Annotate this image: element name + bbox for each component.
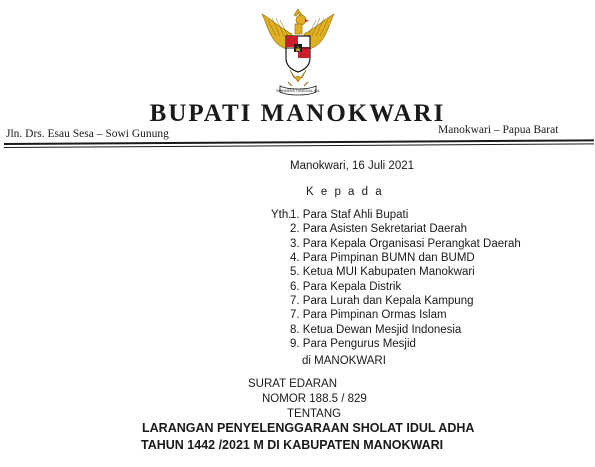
address-right: Manokwari – Papua Barat [438,124,559,136]
list-item: 6. Para Kepala Distrik [290,281,402,293]
list-item: 4. Para Pimpinan BUMN dan BUMD [290,252,475,264]
emblem-motto: BHINNEKA TUNGGAL IKA [276,89,320,93]
letterhead-title: BUPATI MANOKWARI [149,100,446,127]
garuda-emblem [252,6,344,98]
circular-number: NOMOR 188.5 / 829 [262,393,367,405]
list-item: 1. Para Staf Ahli Bupati [290,209,409,221]
about-label: TENTANG [287,408,342,420]
list-item: 3. Para Kepala Organisasi Perangkat Daerah [290,238,521,250]
list-item: 2. Para Asisten Sekretariat Daerah [290,223,468,235]
destination: di MANOKWARI [302,355,386,367]
letter-date: Manokwari, 16 Juli 2021 [290,160,415,172]
to-label: K e p a d a [306,186,384,198]
address-left: Jln. Drs. Esau Sesa – Sowi Gunung [6,128,169,140]
yth-label: Yth. [271,209,292,221]
list-item: 7. Para Pimpinan Ormas Islam [290,309,447,321]
list-item: 5. Ketua MUI Kabupaten Manokwari [290,266,475,278]
circular-title: SURAT EDARAN [248,378,338,390]
list-item-last: 9. Para Pengurus Mesjid [290,338,416,350]
subject-line-2: TAHUN 1442 /2021 M DI KABUPATEN MANOKWARI [141,438,444,452]
list-item: 8. Ketua Dewan Mesjid Indonesia [290,324,462,336]
subject-line-1: LARANGAN PENYELENGGARAAN SHOLAT IDUL ADHA [142,421,475,435]
list-item: 7. Para Lurah dan Kepala Kampung [290,295,474,307]
